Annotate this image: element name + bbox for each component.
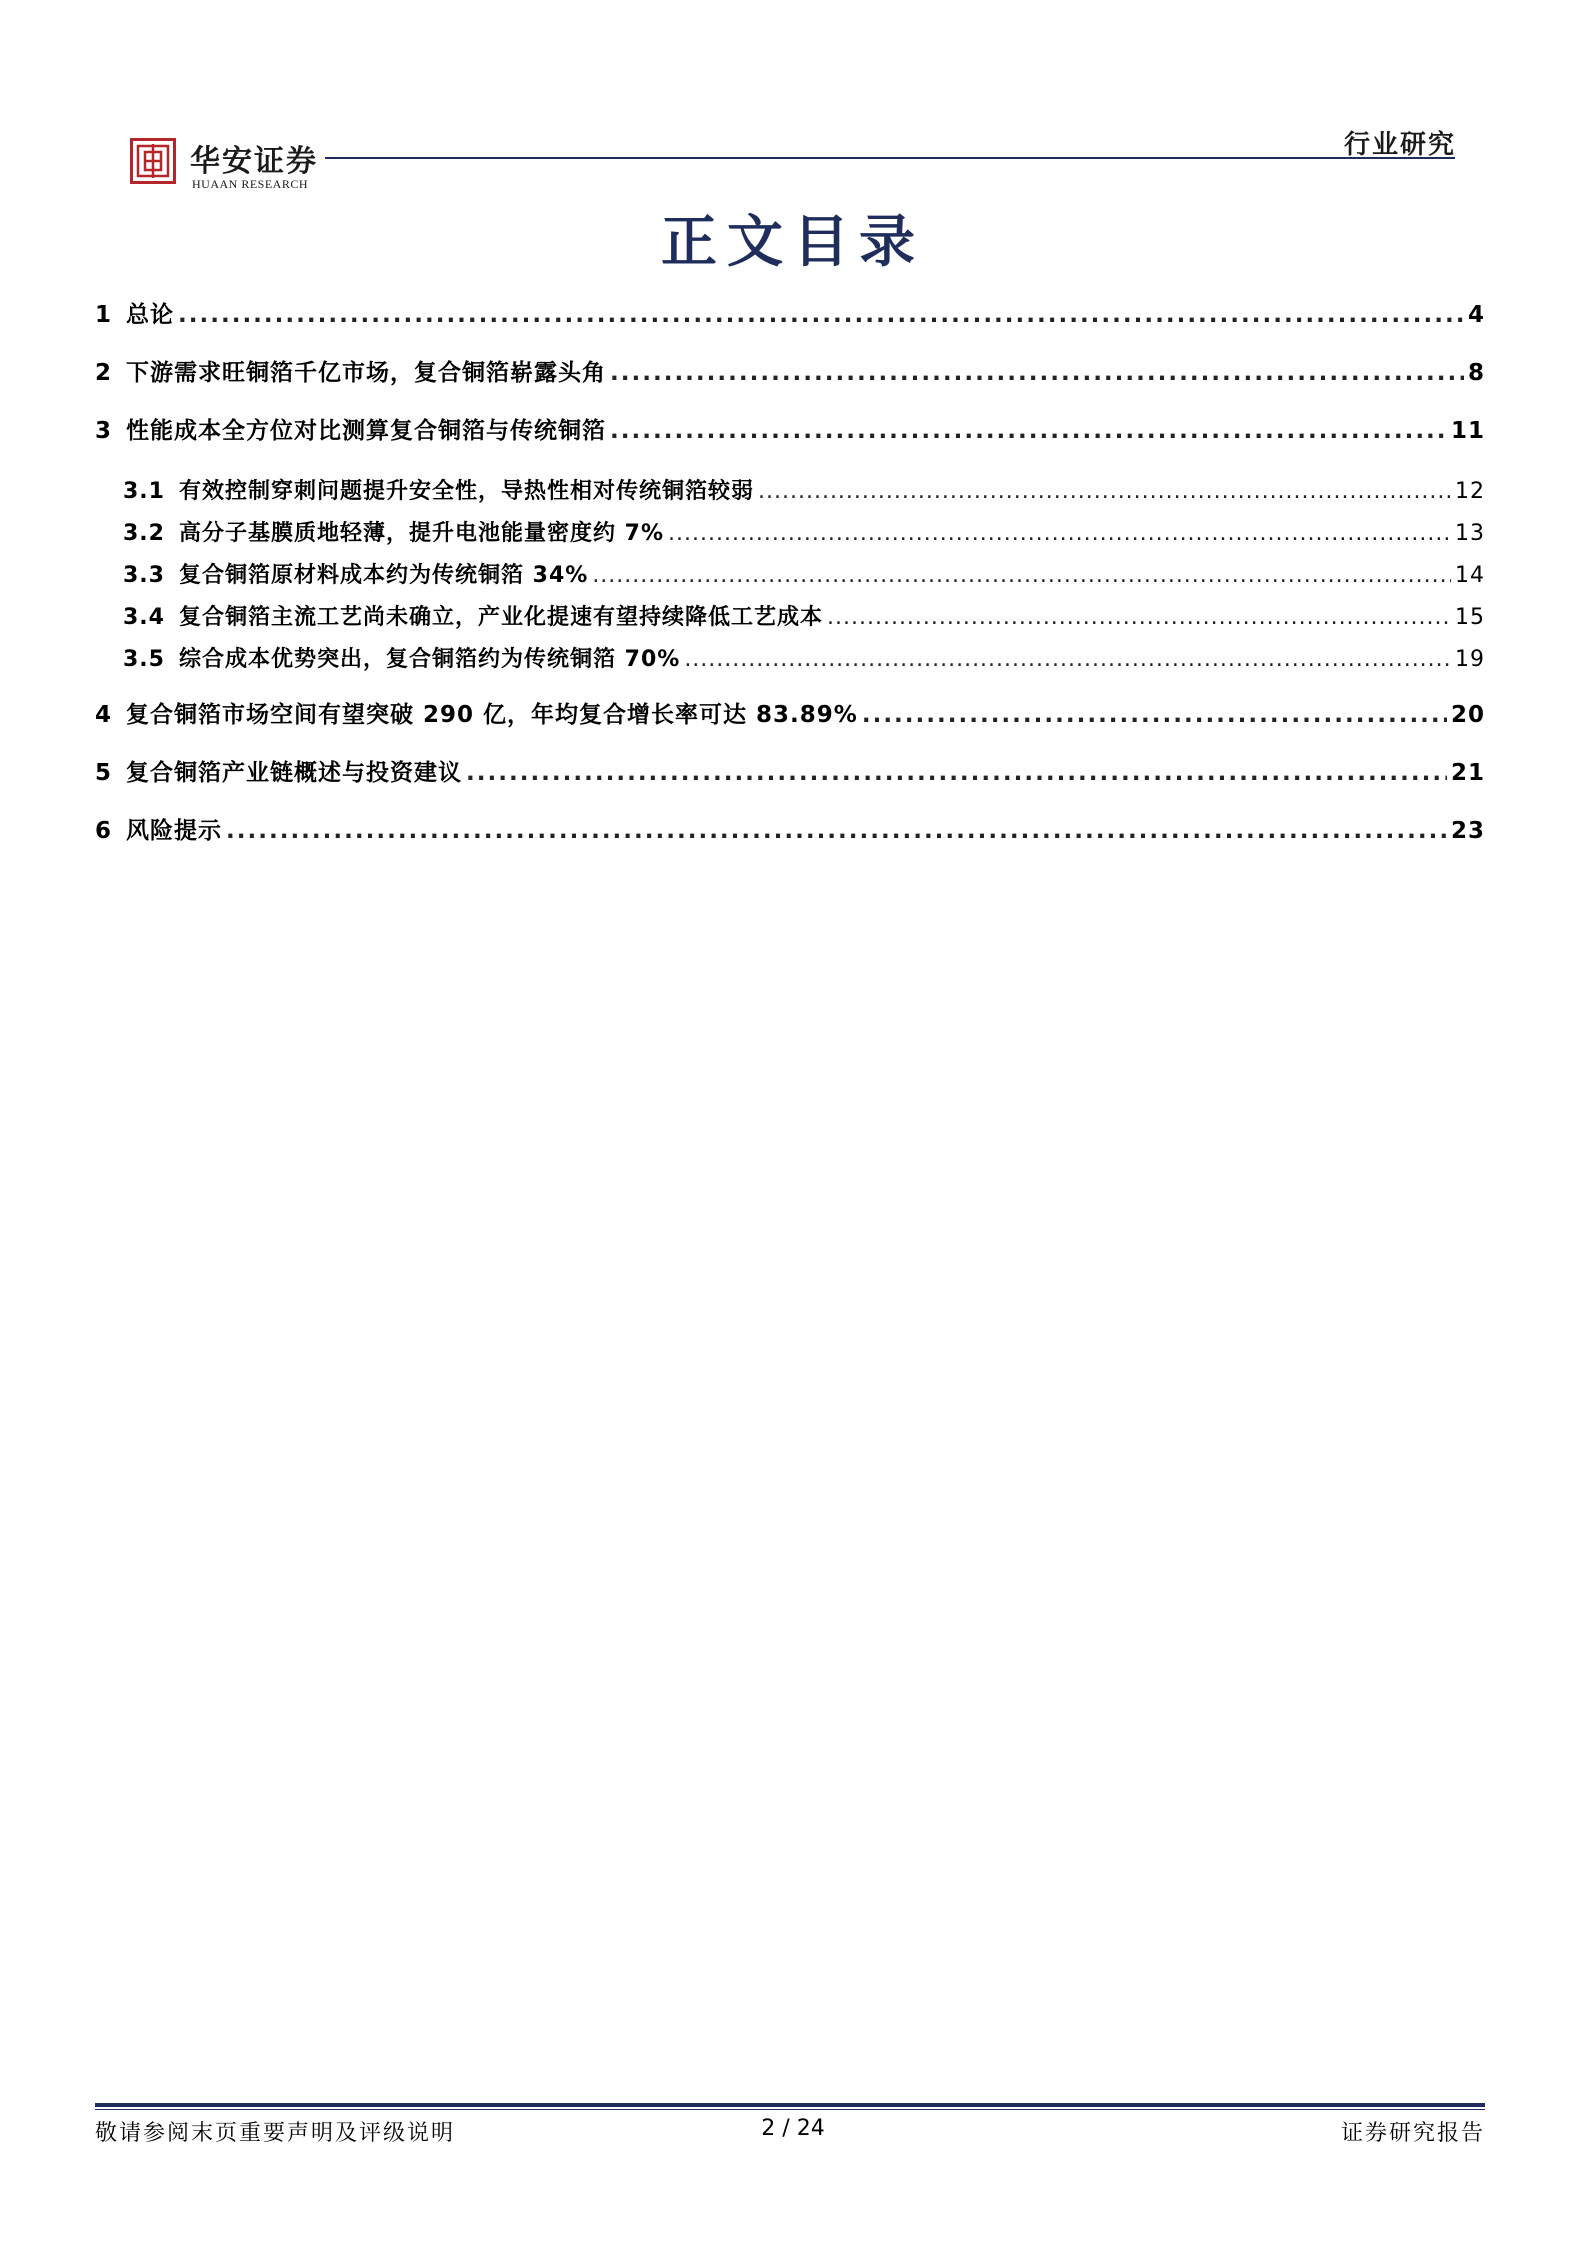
- toc-entry-label: 复合铜箔产业链概述与投资建议: [126, 760, 463, 786]
- toc-entry-label: 复合铜箔主流工艺尚未确立，产业化提速有望持续降低工艺成本: [178, 605, 823, 630]
- brand-name-en: HUAAN RESEARCH: [192, 177, 309, 191]
- toc-dot-leader: [827, 605, 1451, 630]
- toc-entry-page: 11: [1450, 418, 1485, 444]
- toc-dot-leader: [668, 521, 1451, 546]
- toc-dot-leader: [610, 418, 1447, 444]
- page-header: [0, 0, 1586, 200]
- toc-entry[interactable]: [95, 354, 1485, 387]
- toc-entry-number: 3.3: [123, 563, 165, 588]
- toc-entry-page: 21: [1450, 760, 1485, 786]
- toc-entry-number: 1: [95, 302, 113, 328]
- toc-entry-number: 6: [95, 818, 113, 844]
- toc-entry-page: 20: [1450, 702, 1485, 728]
- footer-doc-type: 证券研究报告: [1340, 2121, 1485, 2146]
- toc-entry[interactable]: [95, 558, 1485, 589]
- toc-dot-leader: [684, 647, 1451, 672]
- toc-dot-leader: [610, 360, 1464, 386]
- toc-entry-page: 15: [1455, 605, 1485, 630]
- toc-entry-label: 风险提示: [126, 818, 223, 844]
- toc-entry-number: 3: [95, 418, 113, 444]
- toc-entry[interactable]: [95, 812, 1485, 845]
- toc-entry-label: 有效控制穿刺问题提升安全性，导热性相对传统铜箔较弱: [178, 479, 754, 504]
- toc-entry-page: 12: [1455, 479, 1485, 504]
- toc-entry-label: 下游需求旺铜箔千亿市场，复合铜箔崭露头角: [126, 360, 607, 386]
- toc-dot-leader: [862, 702, 1447, 728]
- toc-entry-number: 3.1: [123, 479, 165, 504]
- toc-dot-leader: [178, 302, 1464, 328]
- toc-dot-leader: [592, 563, 1451, 588]
- footer-disclaimer: 敬请参阅末页重要声明及评级说明: [95, 2121, 456, 2146]
- toc-entry-number: 4: [95, 702, 113, 728]
- toc-entry-number: 2: [95, 360, 113, 386]
- toc-entry[interactable]: [95, 696, 1485, 729]
- toc-entry-page: 8: [1467, 360, 1485, 386]
- toc-entry-page: 4: [1467, 302, 1485, 328]
- toc-entry[interactable]: [95, 600, 1485, 631]
- toc-entry[interactable]: [95, 516, 1485, 547]
- toc-entry-number: 3.4: [123, 605, 165, 630]
- toc-entry-page: 19: [1455, 647, 1485, 672]
- page-title: 正文目录: [661, 209, 925, 275]
- toc-entry-page: 13: [1455, 521, 1485, 546]
- toc-entry-label: 总论: [126, 302, 175, 328]
- toc-entry-label: 综合成本优势突出，复合铜箔约为传统铜箔 70%: [178, 647, 681, 672]
- toc-entry[interactable]: [95, 296, 1485, 329]
- toc-entry-number: 3.2: [123, 521, 165, 546]
- header-divider: [325, 157, 1455, 159]
- toc-entry[interactable]: [95, 642, 1485, 673]
- toc-entry[interactable]: [95, 474, 1485, 505]
- toc-entry-number: 3.5: [123, 647, 165, 672]
- toc-entry-label: 复合铜箔市场空间有望突破 290 亿，年均复合增长率可达 83.89%: [126, 702, 858, 728]
- footer-divider: [95, 2103, 1485, 2107]
- footer-divider-thin: [95, 2109, 1485, 2110]
- toc-dot-leader: [226, 818, 1447, 844]
- toc-entry[interactable]: [95, 754, 1485, 787]
- toc-entry-label: 高分子基膜质地轻薄，提升电池能量密度约 7%: [178, 521, 664, 546]
- toc-entry-page: 14: [1455, 563, 1485, 588]
- toc-entry-number: 5: [95, 760, 113, 786]
- toc-dot-leader: [466, 760, 1447, 786]
- brand-name-cn: 华安证券: [190, 144, 318, 179]
- toc-entry-label: 性能成本全方位对比测算复合铜箔与传统铜箔: [126, 418, 607, 444]
- report-category: 行业研究: [1343, 130, 1456, 160]
- toc-entry-label: 复合铜箔原材料成本约为传统铜箔 34%: [178, 563, 589, 588]
- huaan-logo-icon: [130, 138, 176, 184]
- page-number: 2 / 24: [761, 2116, 825, 2141]
- toc-entry[interactable]: [95, 412, 1485, 445]
- toc-entry-page: 23: [1450, 818, 1485, 844]
- toc-dot-leader: [758, 479, 1451, 504]
